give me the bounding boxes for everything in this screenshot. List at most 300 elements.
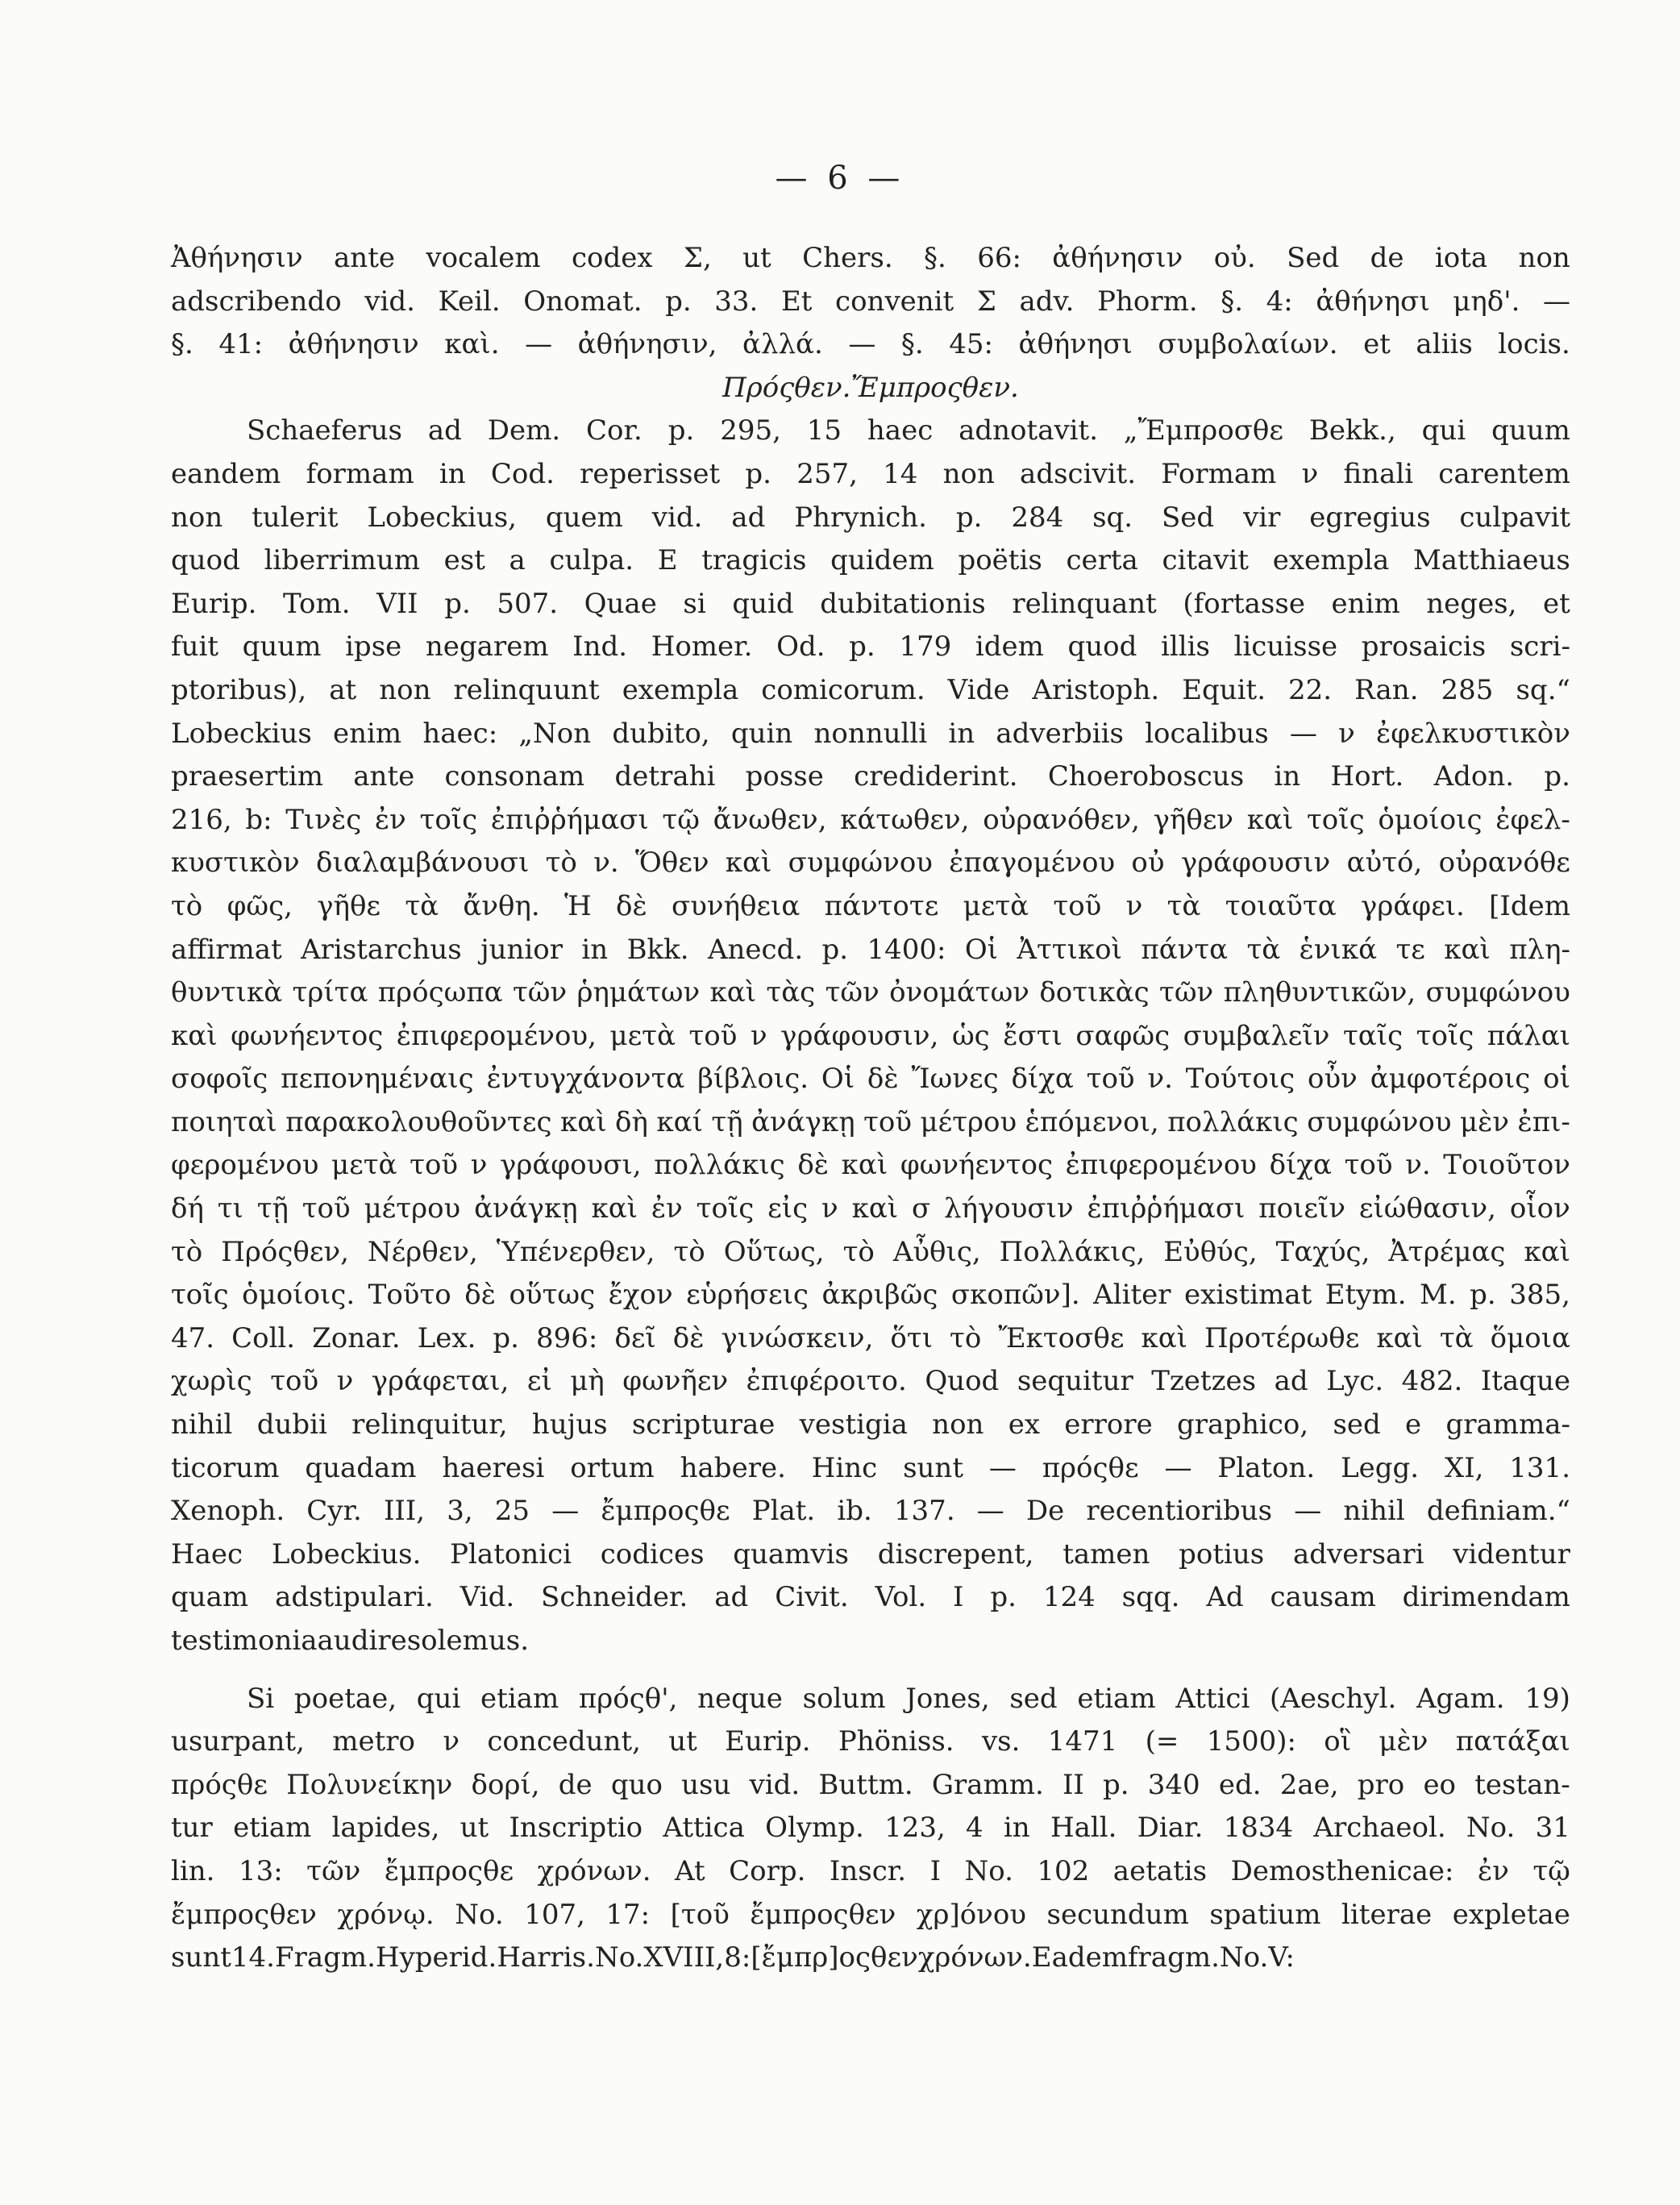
word: ὅτι: [890, 1321, 934, 1354]
word: relinquitur,: [351, 1408, 508, 1442]
word: Sed: [1287, 242, 1340, 274]
word: causam: [1270, 1581, 1376, 1614]
word: πρόςθ',: [578, 1682, 678, 1715]
word: tulerit: [252, 501, 339, 534]
paragraph-gap: [171, 1663, 1570, 1678]
word: Πρόςθεν,: [221, 1235, 349, 1268]
word: haec: [867, 414, 934, 447]
text-line: [171, 1533, 1570, 1577]
word: πολλάκις: [1167, 1105, 1299, 1138]
word: junior: [480, 933, 563, 966]
word: ἄνθη.: [463, 889, 540, 922]
word: testimonia: [171, 1625, 318, 1657]
text-line: [171, 539, 1570, 583]
page-number: — 6 —: [775, 160, 905, 197]
word: Adon.: [1433, 760, 1515, 793]
word: Harris.: [497, 1941, 595, 1974]
word: III,: [383, 1495, 426, 1528]
word: dubitationis: [820, 587, 986, 620]
word: Quae: [584, 587, 657, 620]
word: neque: [697, 1682, 783, 1715]
word: vid.: [364, 285, 415, 318]
word: Πρόςθεν.: [722, 371, 851, 404]
word: detrahi: [614, 760, 716, 793]
word: a: [509, 544, 526, 577]
word: tur: [171, 1812, 213, 1845]
word: φωνῆεν: [622, 1365, 729, 1398]
word: vocalem: [426, 242, 541, 274]
word: localibus: [1145, 717, 1269, 750]
word: Ἀτρέμας: [1388, 1235, 1506, 1268]
word: at: [329, 673, 357, 706]
text-line: [171, 453, 1570, 497]
word: p.: [990, 1581, 1017, 1614]
word: 385,: [1509, 1279, 1570, 1312]
word: Schaeferus: [247, 414, 402, 447]
word: Lex.: [417, 1321, 476, 1354]
word: quid: [732, 587, 794, 620]
word: fuit: [171, 630, 219, 664]
word: οὐ.: [1213, 242, 1256, 274]
word: —: [1294, 1495, 1322, 1528]
word: Chers.: [802, 242, 893, 274]
word: in: [439, 457, 466, 490]
word: tamen: [1062, 1537, 1150, 1571]
word: enim: [333, 717, 402, 750]
word: Od.: [776, 630, 825, 664]
word: 2ae,: [1279, 1768, 1339, 1801]
word: nonnulli: [813, 717, 928, 750]
word: μέτρου: [920, 1105, 1017, 1138]
word: eo: [1423, 1768, 1457, 1801]
word: solum: [802, 1682, 886, 1715]
word: Ἴωνες: [911, 1063, 999, 1096]
word: τὸ: [171, 1235, 203, 1268]
word: si: [683, 587, 706, 620]
word: τὸ: [673, 1235, 705, 1268]
word: XVIII,: [643, 1941, 725, 1974]
word: ptoribus),: [171, 673, 307, 706]
text-line: [171, 713, 1570, 756]
word: Sed: [1162, 501, 1215, 534]
word: 41:: [218, 328, 264, 361]
word: τοῖς: [1307, 803, 1365, 836]
word: —: [551, 1495, 580, 1528]
word: ν.: [1405, 1149, 1431, 1182]
word: συμβολαίων.: [1158, 328, 1338, 361]
word: quo: [610, 1768, 663, 1801]
text-line: [171, 1678, 1570, 1721]
word: τοῦ: [688, 1019, 738, 1052]
word: σκοπῶν].: [950, 1279, 1080, 1312]
word: poetae,: [293, 1682, 397, 1715]
word: ποιηταὶ: [171, 1105, 277, 1138]
text-line: [171, 1058, 1570, 1101]
word: οὐρανόθεν,: [983, 803, 1140, 836]
word: non: [932, 1408, 984, 1442]
text-line: [171, 755, 1570, 799]
word: ἀθήνησιν: [288, 328, 419, 361]
section-heading: [171, 367, 1570, 410]
word: —: [988, 1451, 1017, 1484]
word: καὶ.: [444, 328, 500, 361]
word: οὖν: [1308, 1063, 1358, 1096]
word: 295,: [720, 414, 781, 447]
word: 31: [1535, 1812, 1570, 1845]
word: comicorum.: [761, 673, 925, 706]
text-line: [171, 885, 1570, 929]
word: ante: [334, 242, 395, 274]
word: §.: [171, 328, 193, 361]
word: τὰ: [1246, 933, 1281, 966]
word: [ἔμπρ]οςθεν: [751, 1941, 918, 1974]
word: γῆθε: [317, 889, 381, 922]
word: sed: [1009, 1682, 1058, 1715]
word: ὁμοίοις: [1378, 803, 1482, 836]
word: τὸ: [545, 847, 577, 880]
word: definiam.“: [1426, 1495, 1570, 1528]
word: Civit.: [775, 1581, 849, 1614]
word: (=: [1145, 1725, 1179, 1758]
word: πάντοτε: [824, 889, 939, 922]
word: quamvis: [733, 1537, 849, 1571]
word: Lobeckius: [171, 717, 312, 750]
word: μετὰ: [609, 1019, 676, 1052]
word: scripturae: [631, 1408, 776, 1442]
word: ἔμπροςθεν: [171, 1898, 317, 1931]
word: quod: [1067, 630, 1137, 664]
word: τοῦ: [301, 1192, 351, 1225]
word: Ἀθήνησιν: [171, 242, 303, 274]
word: illis: [1161, 630, 1210, 664]
word: gramma-: [1445, 1408, 1570, 1442]
word: XI,: [1444, 1451, 1484, 1484]
text-line: [171, 1015, 1570, 1059]
word: ἀθήνησι: [1316, 285, 1430, 318]
word: idem: [975, 630, 1044, 664]
word: ἐν: [374, 803, 406, 836]
word: τι: [217, 1192, 243, 1225]
word: 47.: [171, 1321, 215, 1354]
word: dubii: [256, 1408, 327, 1442]
word: καὶ: [1376, 1321, 1423, 1354]
body-text: [171, 237, 1570, 1980]
word: No.: [1466, 1812, 1516, 1845]
word: p.: [821, 933, 849, 966]
word: Itaque: [1480, 1365, 1570, 1398]
word: Ὅθεν: [634, 847, 709, 880]
text-line: [171, 1188, 1570, 1231]
word: δίχα: [1011, 1063, 1074, 1096]
word: e: [1405, 1408, 1422, 1442]
word: 4:: [1266, 285, 1293, 318]
word: culpavit: [1459, 501, 1570, 534]
word: De: [1025, 1495, 1065, 1528]
heading-line: [171, 367, 1570, 410]
word: ad: [1274, 1365, 1308, 1398]
word: ἀνάγκῃ: [751, 1105, 855, 1138]
word: (fortasse: [1183, 587, 1305, 620]
word: πολλάκις: [654, 1149, 785, 1182]
word: 131.: [1509, 1451, 1570, 1484]
word: ἔμπροςθεν: [750, 1898, 896, 1931]
word: δὲ: [867, 1063, 899, 1096]
word: codices: [600, 1537, 705, 1571]
word: lin.: [171, 1854, 215, 1887]
word: Eurip.: [171, 587, 257, 620]
word: κυστικὸν: [171, 847, 300, 880]
word: 482.: [1401, 1365, 1463, 1398]
word: Legg.: [1341, 1451, 1420, 1484]
word: Etym.: [1324, 1279, 1407, 1312]
word: I: [953, 1581, 964, 1614]
word: Vide: [947, 673, 1010, 706]
word: οὐρανόθε: [1438, 847, 1570, 880]
word: discrepent,: [877, 1537, 1034, 1571]
word: Εὐθύς,: [1163, 1235, 1258, 1268]
word: carentem: [1438, 457, 1570, 490]
word: Demosthenicae:: [1230, 1854, 1454, 1887]
word: ἐφελ-: [1495, 803, 1570, 836]
word: εἰς: [767, 1192, 809, 1225]
word: συμφώνου: [788, 847, 933, 880]
word: Bekk.,: [1308, 414, 1396, 447]
word: συνήθεια: [672, 889, 800, 922]
word: πάντα: [1141, 933, 1229, 966]
word: τῷ: [1532, 1854, 1570, 1887]
word: existimat: [1183, 1279, 1312, 1312]
text-line: [171, 237, 1570, 281]
word: adversari: [1292, 1537, 1424, 1571]
word: Vol.: [875, 1581, 927, 1614]
word: culpa.: [549, 544, 634, 577]
word: E: [657, 544, 678, 577]
word: χρόνῳ.: [337, 1898, 435, 1931]
word: Zonar.: [312, 1321, 401, 1354]
word: Πολλάκις,: [999, 1235, 1146, 1268]
word: ex: [1008, 1408, 1040, 1442]
word: Οἱ: [964, 933, 999, 966]
word: γῆθεν: [1153, 803, 1234, 836]
word: Ἡ: [564, 889, 592, 922]
word: 340: [1147, 1768, 1200, 1801]
word: in: [581, 933, 609, 966]
word: φωνήεντος: [900, 1149, 1054, 1182]
text-line: [171, 1490, 1570, 1533]
word: 107,: [524, 1898, 585, 1931]
word: etiam: [233, 1812, 312, 1845]
word: —: [976, 1495, 1004, 1528]
word: Ταχύς,: [1275, 1235, 1370, 1268]
word: Αὖθις,: [892, 1235, 981, 1268]
word: Aliter: [1093, 1279, 1171, 1312]
word: ut: [742, 242, 771, 274]
word: τοῦ: [1086, 1063, 1135, 1096]
word: posse: [745, 760, 824, 793]
word: non: [171, 501, 223, 534]
word: adv.: [1019, 285, 1075, 318]
word: καὶ: [841, 1149, 888, 1182]
word: καὶ: [725, 847, 772, 880]
word: p.: [665, 285, 692, 318]
word: adverbiis: [996, 717, 1124, 750]
word: I: [929, 1854, 941, 1887]
word: quum: [242, 630, 322, 664]
word: οἷον: [1509, 1192, 1570, 1225]
word: γράφουσιν,: [780, 1019, 939, 1052]
word: aetatis: [1112, 1854, 1208, 1887]
word: Platon.: [1217, 1451, 1316, 1484]
word: τὸ: [950, 1321, 982, 1354]
word: haeresi: [442, 1451, 545, 1484]
word: Phöniss.: [838, 1725, 954, 1758]
word: formam: [306, 457, 414, 490]
word: 507.: [497, 587, 559, 620]
word: Schneider.: [541, 1581, 688, 1614]
word: φῶς,: [227, 889, 293, 922]
word: Ind.: [572, 630, 628, 664]
word: Attica: [663, 1812, 745, 1845]
word: quum: [1491, 414, 1570, 447]
word: συμβαλεῖν: [1183, 1019, 1330, 1052]
word: et: [1363, 328, 1391, 361]
word: γράφουσι,: [500, 1149, 642, 1182]
word: Xenoph.: [171, 1495, 285, 1528]
word: ν.: [593, 847, 619, 880]
word: licuisse: [1233, 630, 1338, 664]
word: Bkk.: [626, 933, 689, 966]
word: δορί,: [471, 1768, 540, 1801]
word: Lobeckius.: [271, 1537, 422, 1571]
word: 284: [1011, 501, 1064, 534]
word: ad: [714, 1581, 749, 1614]
word: 17:: [605, 1898, 651, 1931]
word: p.: [955, 501, 983, 534]
word: aliis: [1416, 328, 1473, 361]
word: μετὰ: [331, 1149, 397, 1182]
word: vestigia: [799, 1408, 908, 1442]
word: 13:: [238, 1854, 283, 1887]
word: „Ἔμπροσθε: [1123, 414, 1283, 447]
word: ποιεῖν: [1258, 1192, 1345, 1225]
word: Inscr.: [829, 1854, 907, 1887]
word: Platonici: [450, 1537, 572, 1571]
word: 1500):: [1206, 1725, 1296, 1758]
word: II: [1062, 1768, 1084, 1801]
word: Cod.: [490, 457, 555, 490]
word: No.: [594, 1941, 644, 1974]
word: in: [1003, 1812, 1030, 1845]
word: p.: [1103, 1768, 1129, 1801]
word: τοῖς: [419, 803, 478, 836]
word: παρακολουθοῦντες: [285, 1105, 552, 1138]
word: ἀλλά.: [742, 328, 823, 361]
word: Ἔμπροςθεν.: [850, 371, 1019, 404]
word: Eurip.: [725, 1725, 811, 1758]
word: p.: [493, 1321, 519, 1354]
word: τοῦ: [863, 1105, 913, 1138]
word: exempla: [1272, 544, 1390, 577]
word: πεπονημέναις: [281, 1063, 474, 1096]
word: At: [675, 1854, 705, 1887]
word: quadam: [305, 1451, 417, 1484]
text-line: [171, 1360, 1570, 1404]
word: συμφώνου: [1307, 1105, 1452, 1138]
word: καί: [656, 1105, 703, 1138]
word: No.: [1219, 1941, 1269, 1974]
word: No.: [964, 1854, 1013, 1887]
word: τῷ: [662, 803, 700, 836]
word: μέτρου: [364, 1192, 461, 1225]
word: ἔμπροςθε: [601, 1495, 730, 1528]
word: praesertim: [171, 760, 324, 793]
word: —: [1289, 717, 1317, 750]
word: 66:: [977, 242, 1021, 274]
word: τῇ: [711, 1105, 743, 1138]
word: ticorum: [171, 1451, 280, 1484]
word: ἔμπροςθε: [384, 1854, 514, 1887]
text-line: [171, 323, 1570, 367]
word: Anecd.: [707, 933, 804, 966]
word: in: [1274, 760, 1301, 793]
word: ut: [460, 1812, 489, 1845]
word: quin: [730, 717, 793, 750]
word: reperisset: [580, 457, 721, 490]
word: δίχα: [1269, 1149, 1332, 1182]
word: habere.: [680, 1451, 786, 1484]
word: ἀθήνησιν,: [577, 328, 717, 361]
word: εὑρήσεις: [686, 1279, 809, 1312]
word: Hall.: [1050, 1812, 1117, 1845]
word: Tom.: [283, 587, 351, 620]
word: ν: [1301, 457, 1319, 490]
word: ἀμφοτέροις: [1370, 1063, 1531, 1096]
word: 179: [899, 630, 952, 664]
text-line: [171, 1576, 1570, 1620]
word: p.: [667, 414, 695, 447]
word: quidem: [830, 544, 934, 577]
word: b:: [245, 803, 272, 836]
word: —: [1164, 1451, 1192, 1484]
word: ταῖς: [1342, 1019, 1403, 1052]
word: μὲν: [1379, 1725, 1428, 1758]
word: ἔστι: [1003, 1019, 1062, 1052]
word: Ἀττικοὶ: [1017, 933, 1122, 966]
word: sqq.: [1121, 1581, 1180, 1614]
word: audire: [317, 1625, 407, 1657]
word: tragicis: [701, 544, 807, 577]
word: Keil.: [438, 285, 501, 318]
word: 123,: [884, 1812, 946, 1845]
word: ἐπιφερομένου: [1065, 1149, 1257, 1182]
word: Gramm.: [931, 1768, 1044, 1801]
word: τοῖς: [696, 1192, 755, 1225]
word: vir: [1243, 501, 1281, 534]
word: hujus: [531, 1408, 608, 1442]
word: καὶ: [560, 1105, 607, 1138]
word: τοιαῦτα: [1225, 889, 1337, 922]
word: de: [1370, 242, 1404, 274]
word: Aristarchus: [301, 933, 462, 966]
word: ὡς: [951, 1019, 990, 1052]
word: [Idem: [1489, 889, 1570, 922]
word: p.: [1470, 1279, 1496, 1312]
word: dubito,: [612, 717, 710, 750]
word: καὶ: [851, 1192, 899, 1225]
word: ν: [336, 1365, 354, 1398]
word: —: [848, 328, 876, 361]
word: τοῖς: [1416, 1019, 1474, 1052]
